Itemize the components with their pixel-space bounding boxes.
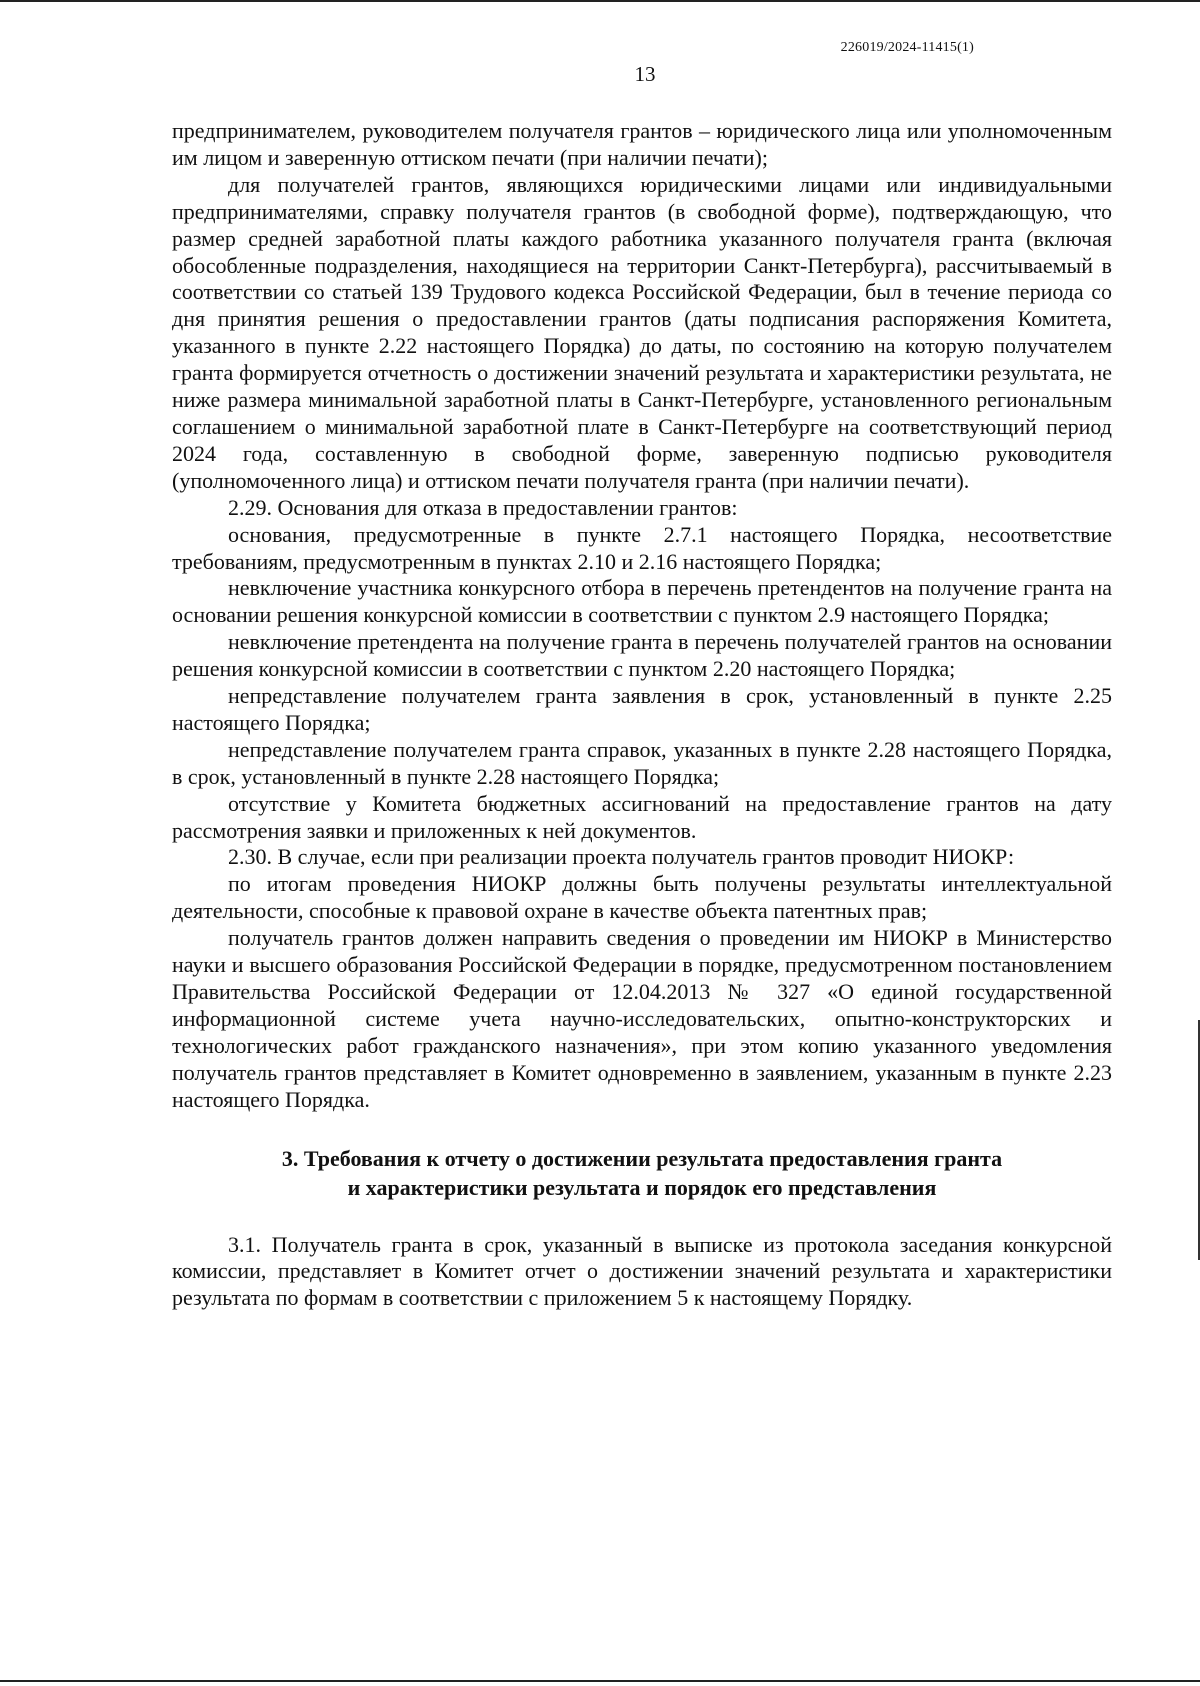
document-body: [172, 118, 1112, 1312]
section-3-heading: [172, 1144, 1112, 1202]
paragraph-salary-certificate: для получателей грантов, являющихся юридическими лицами или индивидуальными предпринимателями, справку получателя грантов (в свободной форме), подтверждающую, что размер средней заработной платы каждого работника указанного получателя гранта (включая обособленные подразделения, находящиеся на территории Санкт-Петербурга), рассчитываемый в соответствии со статьей 139 Трудового кодекса Российской Федерации, был в течение периода со дня принятия решения о предоставлении грантов (даты подписания распоряжения Комитета, указанного в пункте 2.22 настоящего Порядка) до даты, по состоянию на которую получателем гранта формируется отчетность о достижении значений результата и характеристики результата, не ниже размера минимальной заработной платы в Санкт-Петербурге, установленного региональным соглашением о минимальной заработной плате в Санкт-Петербурге на соответствующий период 2024 года, составленную в свободной форме, заверенную подписью руководителя (уполномоченного лица) и оттиском печати получателя гранта (при наличии печати).: [172, 171, 1112, 493]
refusal-ground-4: непредставление получателем гранта заявления в срок, установленный в пункте 2.25 настоящего Порядка;: [172, 683, 1112, 735]
niokr-requirement-2: получатель грантов должен направить сведения о проведении им НИОКР в Министерство науки и высшего образования Российской Федерации в порядке, предусмотренном постановлением Правительства Российской Федерации от 12.04.2013 № 327 «О единой государственной информационной системе учета научно-исследовательских, опытно-конструкторских и технологических работ гражданского назначения», при этом копию указанного уведомления получатель грантов представляет в Комитет одновременно в заявлением, указанным в пункте 2.23 настоящего Порядка.: [172, 925, 1112, 1112]
refusal-ground-3: невключение претендента на получение гранта в перечень получателей грантов на основании решения конкурсной комиссии в соответствии с пунктом 2.20 настоящего Порядка;: [172, 629, 1112, 682]
refusal-ground-1: основания, предусмотренные в пункте 2.7.1 настоящего Порядка, несоответствие требованиям, предусмотренным в пунктах 2.10 и 2.16 настоящего Порядка;: [172, 521, 1112, 574]
clause-2-30: 2.30. В случае, если при реализации проекта получатель грантов проводит НИОКР:: [228, 844, 1015, 870]
scan-edge-bottom: [0, 1680, 1200, 1682]
page-number: 13: [634, 62, 656, 86]
niokr-requirement-1: по итогам проведения НИОКР должны быть получены результаты интеллектуальной деятельности, способные к правовой охране в качестве объекта патентных прав;: [172, 871, 1112, 924]
section-3-heading-line-1: 3. Требования к отчету о достижении результата предоставления гранта: [281, 1145, 1003, 1171]
clause-3-1: 3.1. Получатель гранта в срок, указанный в выписке из протокола заседания конкурсной комиссии, представляет в Комитет отчет о достижении значений результата и характеристики результата по формам в соответствии с приложением 5 к настоящему Порядку.: [172, 1231, 1112, 1311]
scan-edge-top: [0, 0, 1200, 2]
refusal-ground-5: непредставление получателем гранта справок, указанных в пункте 2.28 настоящего Порядка, в срок, установленный в пункте 2.28 настоящего Порядка;: [172, 736, 1112, 789]
document-id: 226019/2024-11415(1): [840, 40, 974, 55]
section-3-heading-line-2: и характеристики результата и порядок его представления: [347, 1174, 937, 1200]
refusal-ground-6: отсутствие у Комитета бюджетных ассигнований на предоставление грантов на дату рассмотрения заявки и приложенных к ней документов.: [172, 790, 1112, 843]
refusal-ground-2: невключение участника конкурсного отбора в перечень претендентов на получение гранта на основании решения конкурсной комиссии в соответствии с пунктом 2.9 настоящего Порядка;: [172, 575, 1112, 628]
clause-2-29: 2.29. Основания для отказа в предоставлении грантов:: [228, 494, 738, 520]
paragraph-continuation: предпринимателем, руководителем получателя грантов – юридического лица или уполномоченным им лицом и заверенную оттиском печати (при наличии печати);: [172, 118, 1112, 170]
